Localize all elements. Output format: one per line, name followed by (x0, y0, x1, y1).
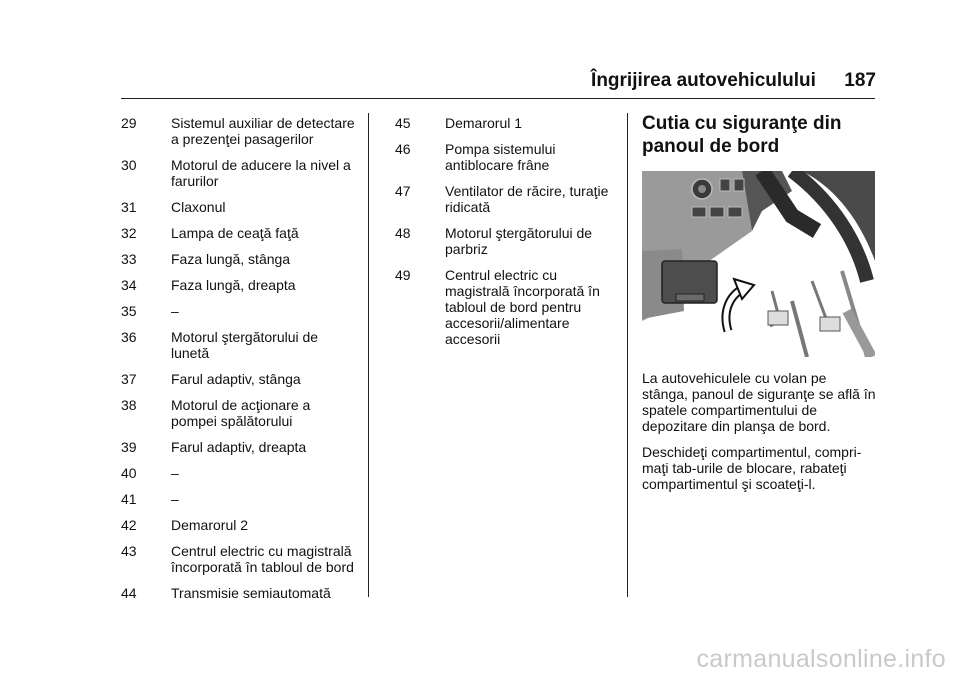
fuse-list-item (121, 517, 357, 533)
fuse-description: Claxonul (171, 199, 226, 215)
fuse-list-item (395, 225, 615, 257)
fuse-description: Pompa sistemului antiblocare frâne (445, 141, 556, 173)
fuse-number: 33 (121, 251, 137, 267)
fuse-list-item (121, 371, 357, 387)
fuse-number: 46 (395, 141, 411, 157)
fuse-description: – (171, 491, 179, 507)
fuse-list-item (121, 491, 357, 507)
fuse-number: 43 (121, 543, 137, 559)
fuse-description: Demarorul 2 (171, 517, 249, 533)
fuse-list-item (121, 115, 357, 147)
fuse-list-item (121, 585, 357, 601)
fuse-number: 44 (121, 585, 137, 601)
fuse-number: 36 (121, 329, 137, 345)
fuse-list-item (121, 251, 357, 267)
fuse-list-item (121, 277, 357, 293)
fuse-list-item (121, 329, 357, 361)
fuse-description: Farul adaptiv, dreapta (171, 439, 307, 455)
section-paragraph-1: La autovehiculele cu volan pe stânga, panoul de siguranţe se află în spatele compartimentului de depozitare din planşa de bord. (642, 370, 876, 434)
fuse-number: 47 (395, 183, 411, 199)
fuse-list-item (395, 115, 615, 131)
fuse-number: 39 (121, 439, 137, 455)
fuse-number: 42 (121, 517, 137, 533)
section-column (642, 112, 876, 492)
dashboard-fuse-compartment-illustration (642, 171, 875, 357)
column-divider-2 (627, 113, 628, 597)
watermark: carmanualsonline.info (696, 645, 946, 673)
page-number: 187 (844, 70, 876, 91)
fuse-description: Faza lungă, dreapta (171, 277, 296, 293)
fuse-description: Centrul electric cu magistrală încorporată în tabloul de bord pentru accesorii/alimentare accesorii (445, 267, 600, 347)
fuse-description: Demarorul 1 (445, 115, 523, 131)
fuse-number: 45 (395, 115, 411, 131)
fuse-number: 49 (395, 267, 411, 283)
fuse-number: 35 (121, 303, 137, 319)
section-title: Cutia cu siguranţe din panoul de bord (642, 113, 842, 157)
fuse-description: Motorul de acţionare a pompei spălătorului (171, 397, 311, 429)
fuse-description: Motorul de aducere la nivel a farurilor (171, 157, 351, 189)
fuse-list-item (121, 225, 357, 241)
fuse-number: 29 (121, 115, 137, 131)
fuse-number: 40 (121, 465, 137, 481)
fuse-description: – (171, 303, 179, 319)
fuse-list-item (121, 303, 357, 319)
fuse-list-column-2 (395, 115, 615, 357)
fuse-description: Motorul ştergătorului de lunetă (171, 329, 319, 361)
fuse-list-item (395, 141, 615, 173)
running-header-title (591, 70, 874, 92)
fuse-list-item (121, 439, 357, 455)
fuse-list-column-1 (121, 115, 357, 611)
fuse-number: 32 (121, 225, 137, 241)
fuse-description: Farul adaptiv, stânga (171, 371, 301, 387)
fuse-number: 37 (121, 371, 137, 387)
section-paragraph-2: Deschideţi compartimentul, compri-maţi tab-urile de blocare, rabateţi compartimentul şi scoateţi-l. (642, 444, 862, 492)
fuse-list-item (121, 157, 357, 189)
fuse-number: 38 (121, 397, 137, 413)
fuse-description: Centrul electric cu magistrală încorporată în tabloul de bord (171, 543, 354, 575)
fuse-number: 34 (121, 277, 137, 293)
fuse-number: 30 (121, 157, 137, 173)
fuse-description: Ventilator de răcire, turaţie ridicată (445, 183, 609, 215)
header-title-text: Îngrijirea autovehiculului (591, 70, 816, 91)
dashboard-illustration-svg (642, 171, 875, 357)
fuse-description: Transmisie semiautomată (171, 585, 331, 601)
fuse-description: Motorul ştergătorului de parbriz (445, 225, 593, 257)
fuse-number: 48 (395, 225, 411, 241)
fuse-description: – (171, 465, 179, 481)
fuse-list-item (121, 465, 357, 481)
fuse-list-item (395, 267, 615, 347)
fuse-list-item (395, 183, 615, 215)
fuse-description: Lampa de ceaţă faţă (171, 225, 299, 241)
header-rule (121, 98, 875, 99)
fuse-number: 41 (121, 491, 137, 507)
column-divider-1 (368, 113, 369, 597)
fuse-list-item (121, 199, 357, 215)
fuse-list-item (121, 543, 357, 575)
fuse-list-item (121, 397, 357, 429)
fuse-description: Faza lungă, stânga (171, 251, 291, 267)
fuse-description: Sistemul auxiliar de detectare a prezenţei pasagerilor (171, 115, 355, 147)
fuse-number: 31 (121, 199, 137, 215)
